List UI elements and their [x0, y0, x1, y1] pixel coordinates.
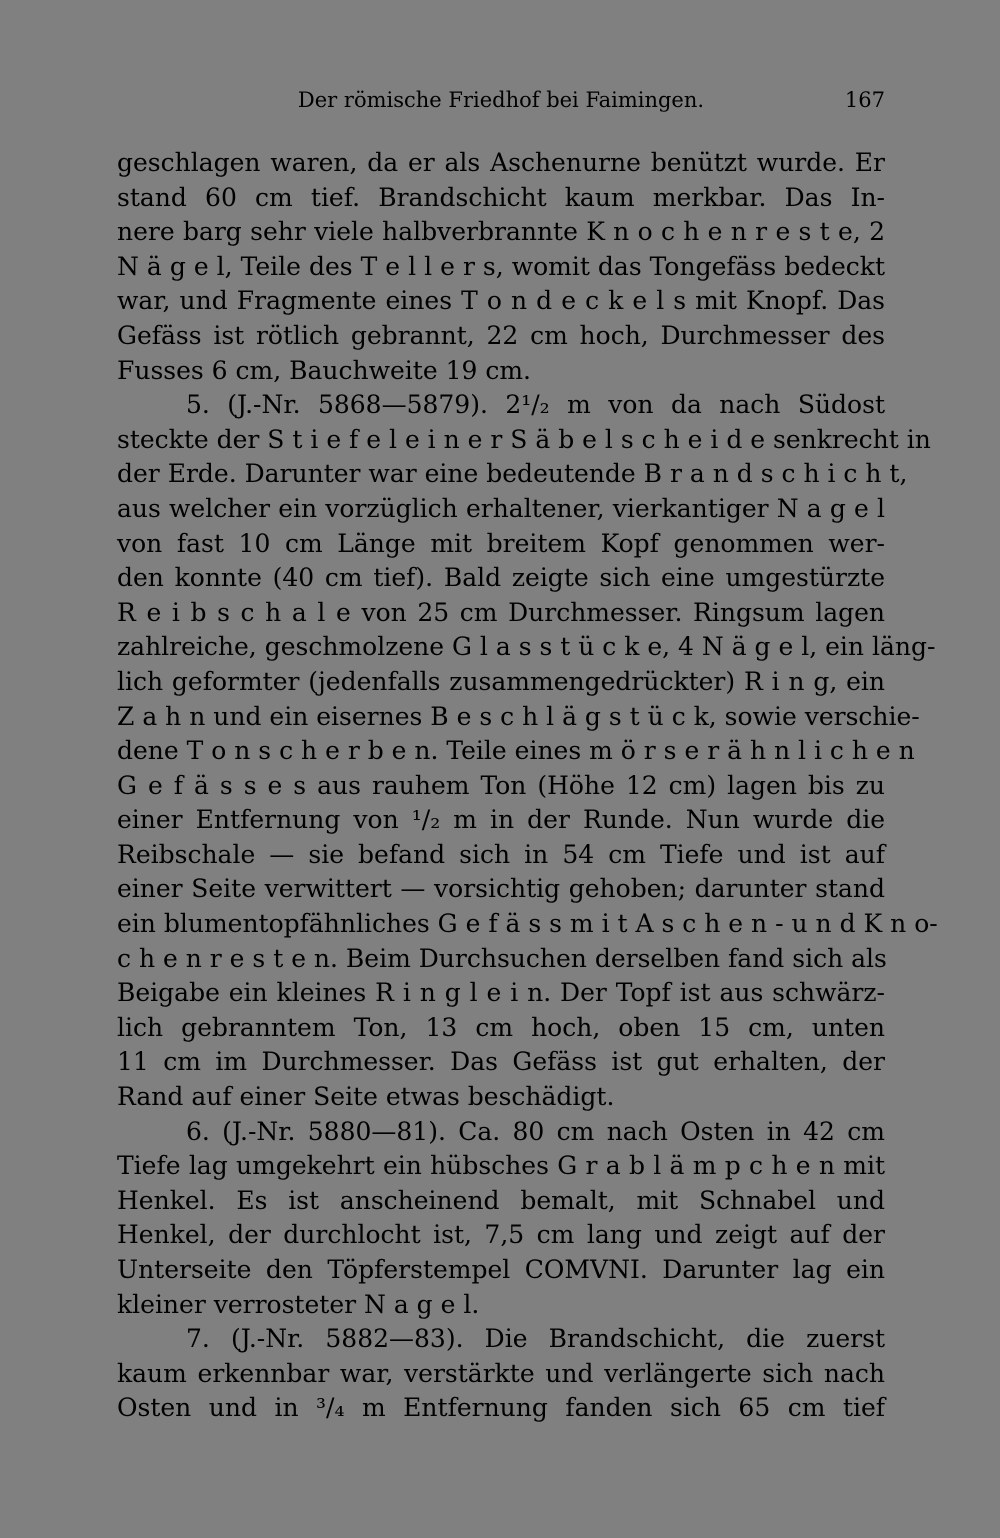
- text-line: der Erde. Darunter war eine bedeutende B r a n d s c h i c h t,: [117, 459, 908, 489]
- text-line: Henkel. Es ist anscheinend bemalt, mit Schnabel und: [117, 1185, 885, 1215]
- text-line: G e f ä s s e s aus rauhem Ton (Höhe 12 cm) lagen bis zu: [117, 770, 885, 800]
- text-line: lich gebranntem Ton, 13 cm hoch, oben 15 cm, unten: [117, 1012, 885, 1042]
- text-line: Gefäss ist rötlich gebrannt, 22 cm hoch, Durchmesser des: [117, 320, 885, 350]
- page-header: [117, 88, 885, 118]
- text-line: Reibschale — sie befand sich in 54 cm Tiefe und ist auf: [117, 839, 885, 869]
- text-line: Tiefe lag umgekehrt ein hübsches G r a b l ä m p c h e n mit: [117, 1151, 885, 1181]
- text-line: stand 60 cm tief. Brandschicht kaum merkbar. Das In-: [117, 182, 885, 212]
- text-line: nere barg sehr viele halbverbrannte K n o c h e n r e s t e, 2: [117, 217, 885, 247]
- text-line: Fusses 6 cm, Bauchweite 19 cm.: [117, 355, 532, 385]
- running-title: Der römische Friedhof bei Faimingen.: [297, 88, 705, 112]
- text-line: c h e n r e s t e n. Beim Durchsuchen derselben fand sich als: [117, 943, 887, 973]
- text-line: lich geformter (jedenfalls zusammengedrückter) R i n g, ein: [117, 666, 885, 696]
- text-line: dene T o n s c h e r b e n. Teile eines m ö r s e r ä h n l i c h e n: [117, 736, 915, 766]
- text-line: geschlagen waren, da er als Aschenurne benützt wurde. Er: [117, 148, 885, 177]
- text-line: war, und Fragmente eines T o n d e c k e l s mit Knopf. Das: [117, 286, 885, 316]
- text-line: 11 cm im Durchmesser. Das Gefäss ist gut erhalten, der: [117, 1047, 885, 1077]
- text-line: Beigabe ein kleines R i n g l e i n. Der Topf ist aus schwärz-: [117, 978, 885, 1008]
- body-text: [117, 146, 938, 1426]
- text-line: einer Entfernung von ¹/₂ m in der Runde. Nun wurde die: [117, 805, 885, 835]
- page-number: 167: [844, 88, 885, 112]
- text-line: Z a h n und ein eisernes B e s c h l ä g s t ü c k, sowie verschie-: [117, 701, 920, 731]
- text-line: steckte der S t i e f e l e i n e r S ä b e l s c h e i d e senkrecht in: [117, 424, 931, 454]
- text-line: zahlreiche, geschmolzene G l a s s t ü c k e, 4 N ä g e l, ein läng-: [117, 632, 936, 662]
- text-line: Rand auf einer Seite etwas beschädigt.: [117, 1082, 615, 1112]
- text-line: kleiner verrosteter N a g e l.: [117, 1289, 480, 1319]
- text-line: R e i b s c h a l e von 25 cm Durchmesser. Ringsum lagen: [117, 597, 885, 627]
- text-line: 5. (J.-Nr. 5868—5879). 2¹/₂ m von da nach Südost: [186, 390, 885, 420]
- text-line: N ä g e l, Teile des T e l l e r s, womit das Tongefäss bedeckt: [117, 251, 885, 281]
- text-line: Unterseite den Töpferstempel COMVNI. Darunter lag ein: [117, 1255, 885, 1284]
- text-line: einer Seite verwittert — vorsichtig gehoben; darunter stand: [117, 874, 885, 904]
- text-line: den konnte (40 cm tief). Bald zeigte sich eine umgestürzte: [117, 563, 885, 593]
- text-line: aus welcher ein vorzüglich erhaltener, vierkantiger N a g e l: [117, 493, 885, 523]
- text-line: von fast 10 cm Länge mit breitem Kopf genommen wer-: [117, 528, 885, 558]
- text-line: 6. (J.-Nr. 5880—81). Ca. 80 cm nach Osten in 42 cm: [186, 1116, 885, 1146]
- text-line: 7. (J.-Nr. 5882—83). Die Brandschicht, die zuerst: [186, 1324, 885, 1354]
- text-line: Osten und in ³/₄ m Entfernung fanden sich 65 cm tief: [117, 1393, 885, 1423]
- text-line: ein blumentopfähnliches G e f ä s s m i t A s c h e n - u n d K n o-: [117, 909, 938, 939]
- text-line: Henkel, der durchlocht ist, 7,5 cm lang und zeigt auf der: [117, 1220, 885, 1250]
- text-line: kaum erkennbar war, verstärkte und verlängerte sich nach: [117, 1358, 885, 1388]
